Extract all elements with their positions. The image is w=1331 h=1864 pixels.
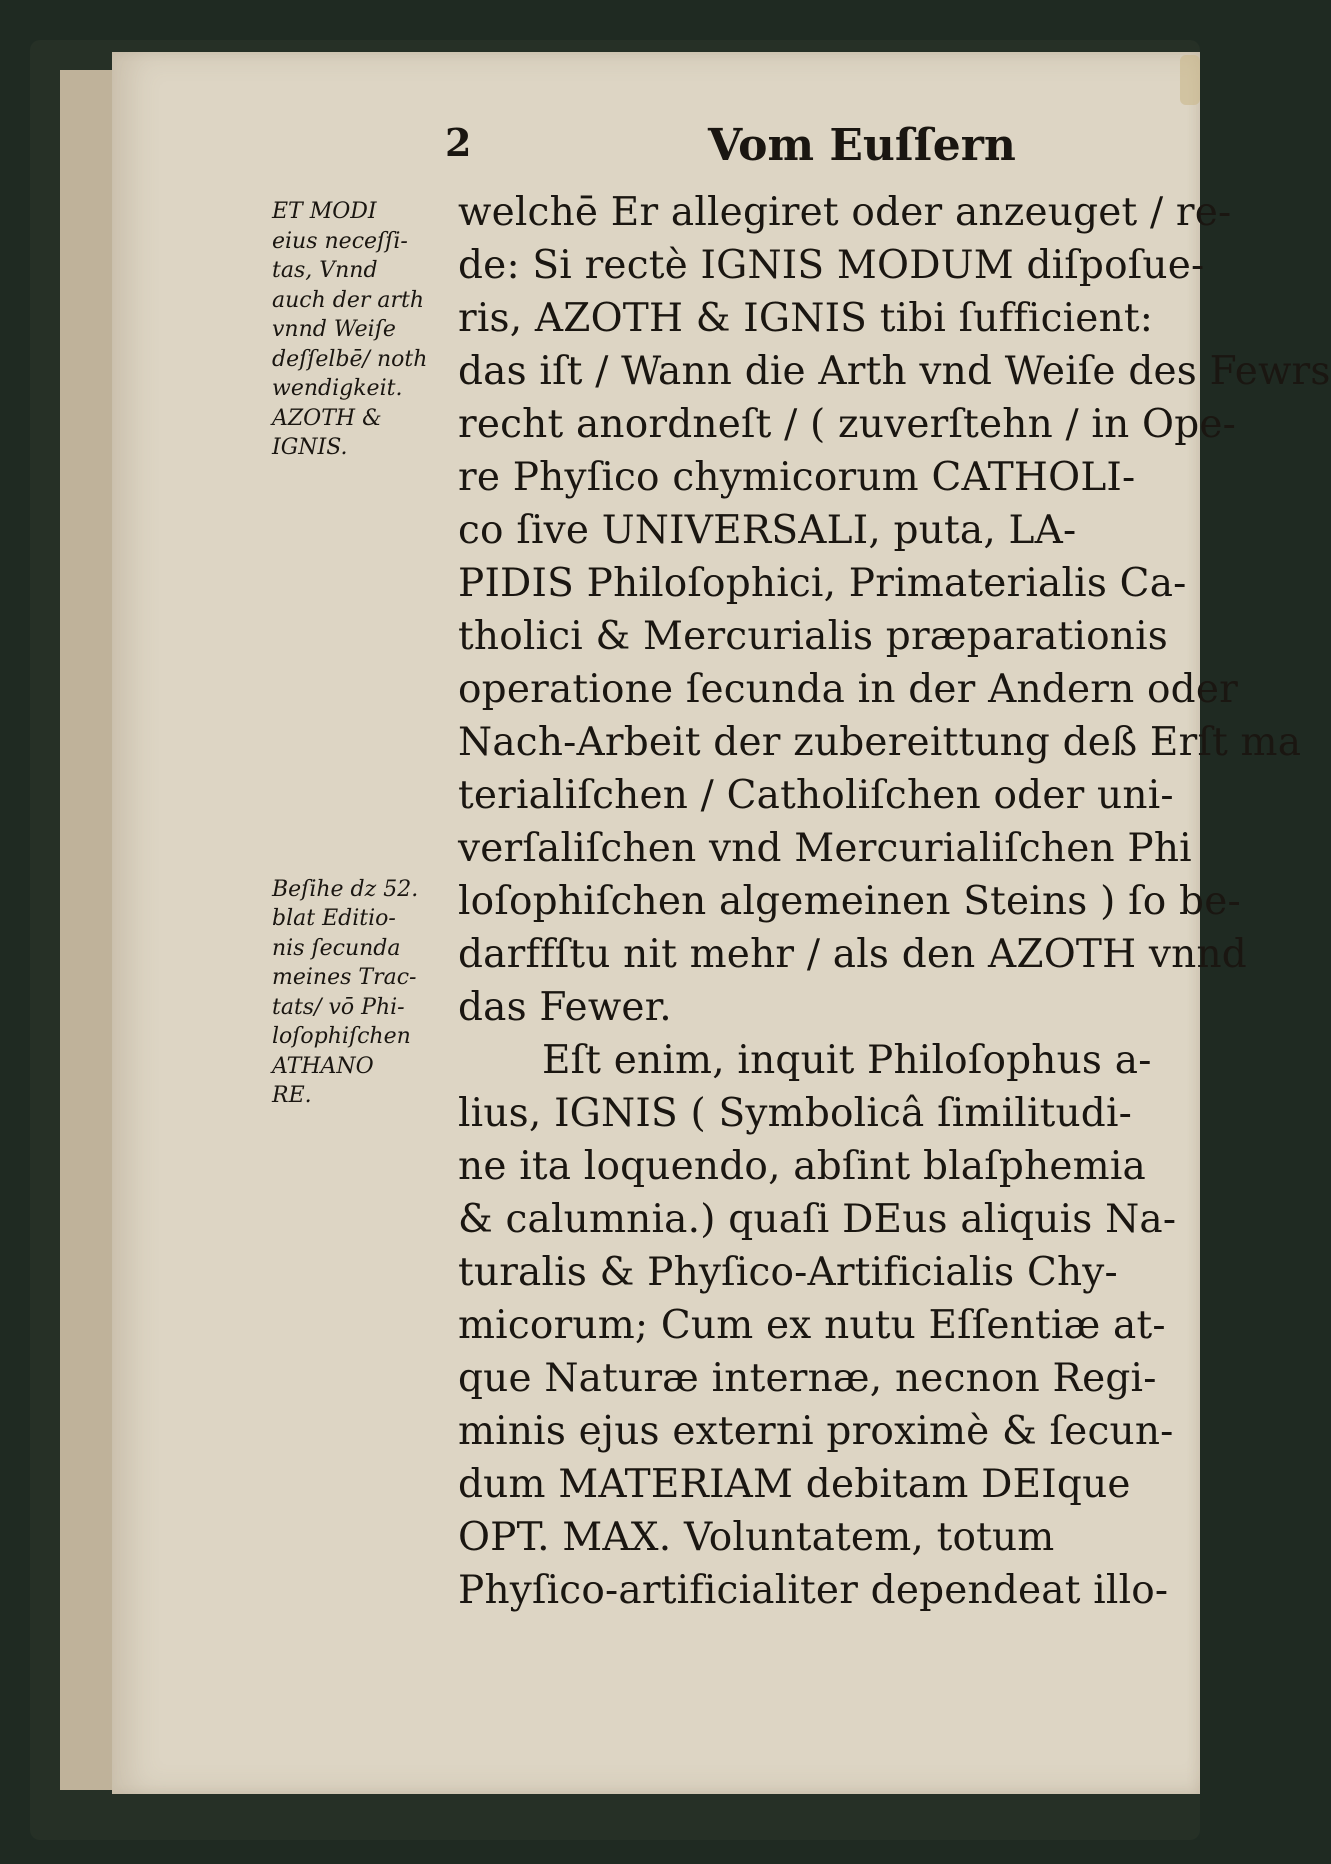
text-line: re Phyſico chymicorum CATHOLI-: [458, 455, 1136, 500]
text-line: welchē Er allegiret oder anzeuget / re-: [458, 190, 1232, 235]
text-line: OPT. MAX. Voluntatem, totum: [458, 1515, 1055, 1560]
binding-mark: [1180, 55, 1200, 105]
text-line: ris, AZOTH & IGNIS tibi ſufficient:: [458, 296, 1154, 341]
text-line: co ſive UNIVERSALI, puta, LA-: [458, 508, 1077, 553]
body-text: [458, 186, 1331, 1617]
text-line: tholici & Mercurialis præparationis: [458, 614, 1168, 659]
margin-note: ET MODI eius neceſſi- tas, Vnnd auch der arth vnnd Weiſe deſſelbē/ noth wendigkeit. AZOTH & IGNIS.: [272, 199, 428, 460]
running-head: Vom Euſſern: [708, 120, 1016, 171]
text-line: loſophiſchen algemeinen Steins ) ſo be-: [458, 879, 1241, 924]
text-line: & calumnia.) quaſi DEus aliquis Na-: [458, 1197, 1177, 1242]
text-line: micorum; Cum ex nutu Eſſentiæ at-: [458, 1303, 1166, 1348]
text-line: operatione ſecunda in der Andern oder: [458, 667, 1238, 712]
text-line: que Naturæ internæ, necnon Regi-: [458, 1356, 1157, 1401]
text-line: recht anordneſt / ( zuverſtehn / in Ope-: [458, 402, 1237, 447]
page-header: [0, 120, 1200, 180]
page-number: 2: [445, 120, 472, 165]
margin-notes: [272, 197, 472, 1111]
text-line: das Fewer.: [458, 985, 672, 1030]
text-line: Phyſico-artificialiter dependeat illo-: [458, 1568, 1169, 1613]
text-line: Eſt enim, inquit Philoſophus a-: [542, 1038, 1152, 1083]
text-line: PIDIS Philoſophici, Primaterialis Ca-: [458, 561, 1187, 606]
text-line: turalis & Phyſico-Artificialis Chy-: [458, 1250, 1118, 1295]
text-line: Nach-Arbeit der zubereittung deß Erſt ma: [458, 720, 1302, 765]
text-line: minis ejus externi proximè & ſecun-: [458, 1409, 1174, 1454]
margin-note: Beſihe dz 52. blat Editio- nis ſecunda meines Trac- tats/ vō Phi- loſophiſchen ATHANO RE.: [272, 876, 419, 1108]
text-line: verſaliſchen vnd Mercurialiſchen Phi: [458, 826, 1192, 871]
text-line: ne ita loquendo, abſint blaſphemia: [458, 1144, 1146, 1189]
text-line: de: Si rectè IGNIS MODUM diſpoſue-: [458, 243, 1205, 288]
text-line: terialiſchen / Catholiſchen oder uni-: [458, 773, 1174, 818]
text-line: das iſt / Wann die Arth vnd Weiſe des Fewrs: [458, 349, 1331, 394]
text-line: lius, IGNIS ( Symbolicâ ſimilitudi-: [458, 1091, 1133, 1136]
text-line: darffſtu nit mehr / als den AZOTH vnnd: [458, 932, 1247, 977]
text-line: dum MATERIAM debitam DEIque: [458, 1462, 1131, 1507]
